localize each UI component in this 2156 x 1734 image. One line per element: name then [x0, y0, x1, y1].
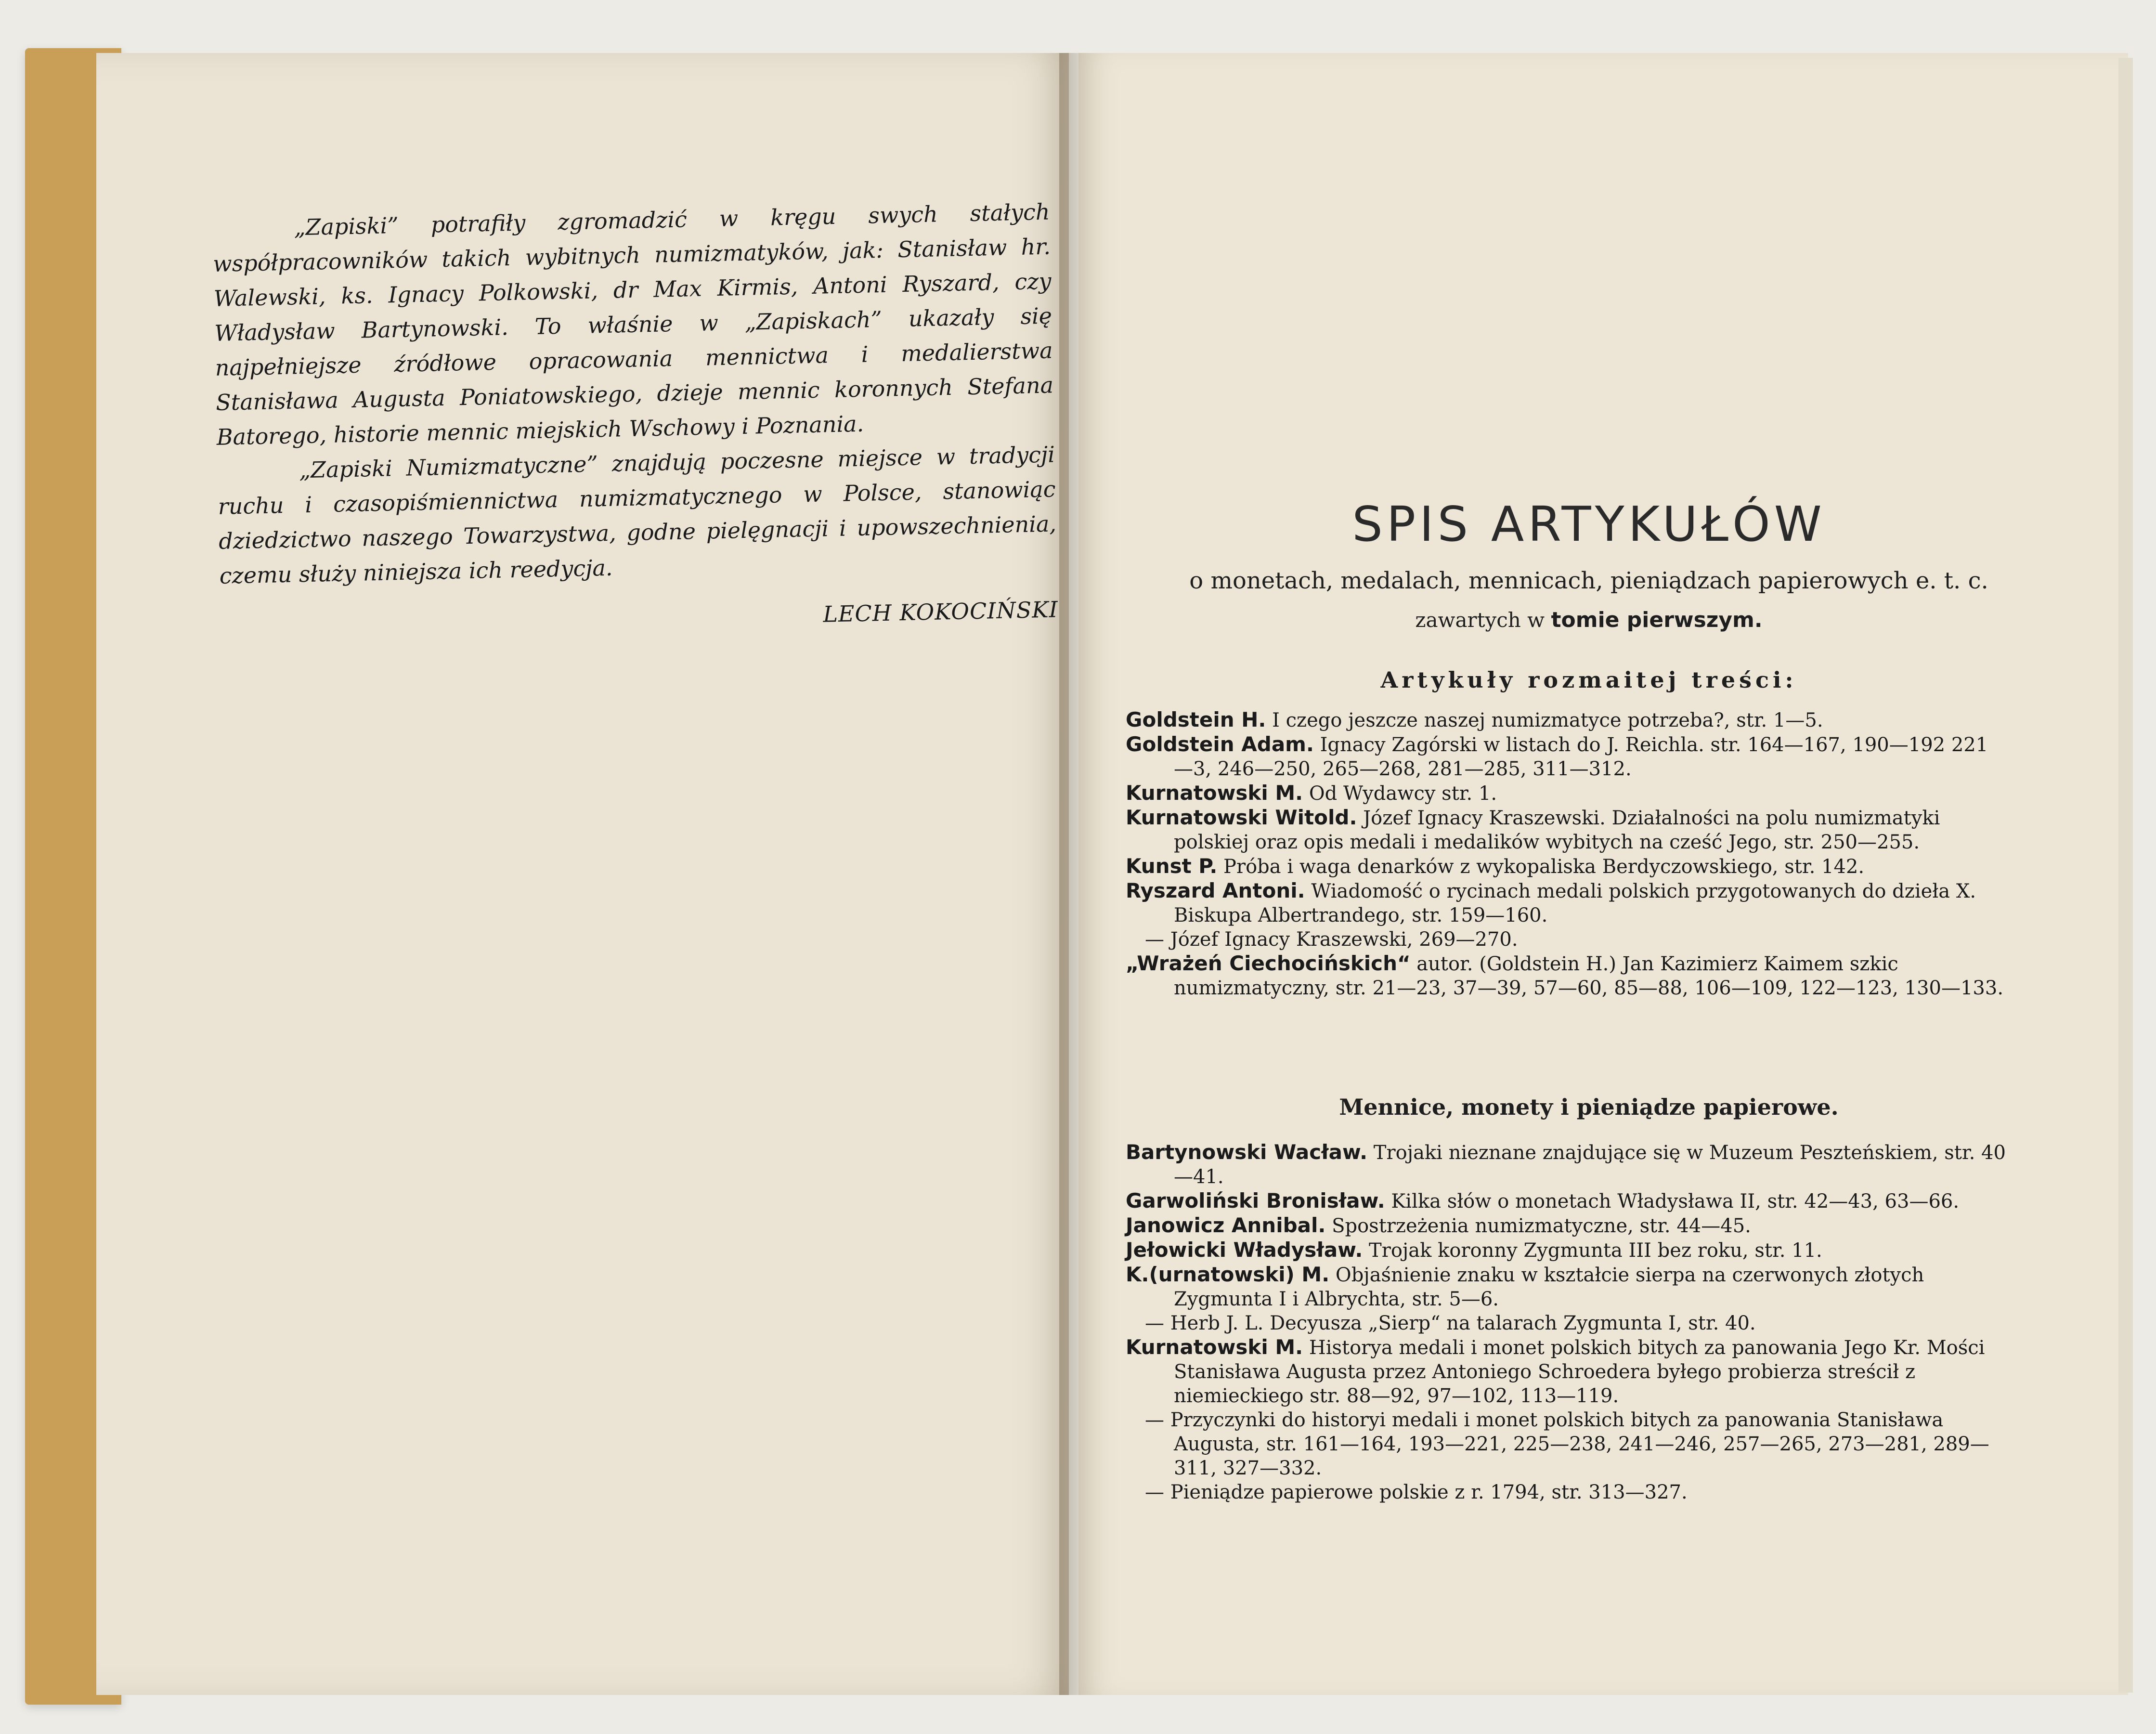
entry-author: Jełowicki Władysław.	[1126, 1238, 1363, 1262]
entry-author: Janowicz Annibal.	[1126, 1213, 1326, 1237]
page-stack-edge	[2118, 58, 2133, 1693]
toc-entry	[1126, 1408, 2007, 1480]
entry-author: Kurnatowski Witold.	[1126, 806, 1357, 829]
toc-entry	[1126, 952, 2007, 1000]
toc-entry	[1126, 732, 2007, 781]
toc-entry	[1126, 1213, 2007, 1238]
toc-entry	[1126, 1480, 2007, 1504]
entry-text: — Przyczynki do historyi medali i monet polskich bitych za panowania Stanisława Augusta, str. 161—164, 193—221, 225—238, 241—246, 257—265, 273—281, 289—311, 327—332.	[1145, 1409, 1989, 1479]
subtitle-volume-bold: tomie pierwszym.	[1551, 608, 1763, 632]
section-heading: Mennice, monety i pieniądze papierowe.	[1339, 1094, 1839, 1120]
intro-paragraph: „Zapiski” potrafiły zgromadzić w kręgu swych stałych współpracowników takich wybitnych numizmatyków, jak: Stanisław hr. Walewski, ks. Ignacy Polkowski, dr Max Kirmis, Antoni Ryszard, czy Władysław Bartynowski. To właśnie w „Zapiskach” ukazały się najpełniejsze źródłowe opracowania mennictwa i medalierstwa Stanisława Augusta Poniatowskiego, dzieje mennic koronnych Stefana Batorego, historie mennic miejskich Wschowy i Poznania.	[212, 198, 1054, 450]
entry-text: autor. (Goldstein H.) Jan Kazimierz Kaimem szkic numizmatyczny, str. 21—23, 37—39, 57—60, 85—88, 106—109, 122—123, 130—133.	[1174, 953, 2004, 999]
toc-entry	[1126, 854, 2007, 879]
entry-author: Kunst P.	[1126, 854, 1218, 878]
toc-entry	[1126, 708, 2007, 732]
entry-text: I czego jeszcze naszej numizmatyce potrzeba?, str. 1—5.	[1266, 709, 1823, 731]
entry-author: K.(urnatowski) M.	[1126, 1263, 1330, 1286]
entry-text: — Pieniądze papierowe polskie z r. 1794, str. 313—327.	[1145, 1481, 1688, 1503]
toc-entry	[1126, 1189, 2007, 1213]
entry-text: Wiadomość o rycinach medali polskich przygotowanych do dzieła X. Biskupa Albertrandego, str. 159—160.	[1174, 880, 1976, 926]
toc-entry	[1126, 781, 2007, 806]
entry-text: Trojak koronny Zygmunta III bez roku, str. 11.	[1363, 1239, 1822, 1262]
toc-entry	[1126, 1263, 2007, 1311]
entry-text: Trojaki nieznane znajdujące się w Muzeum Peszteńskiem, str. 40—41.	[1174, 1142, 2006, 1188]
toc-entry	[1126, 1238, 2007, 1263]
entry-author: Goldstein H.	[1126, 708, 1266, 731]
toc-entry	[1126, 1140, 2007, 1189]
intro-paragraph: „Zapiski Numizmatyczne” znajdują poczesne miejsce w tradycji ruchu i czasopiśmiennictwa numizmatycznego w Polsce, stanowiąc dziedzictwo naszego Towarzystwa, godne pielęgnacji i upowszechnienia, czemu służy niniejsza ich reedycja.	[218, 441, 1057, 589]
intro-text	[212, 195, 1058, 644]
entry-list	[1126, 708, 2007, 1000]
entry-text: Historya medali i monet polskich bitych za panowania Jego Kr. Mości Stanisława Augusta przez Antoniego Schroedera byłego probierza streścił z niemieckiego str. 88—92, 97—102, 113—119.	[1174, 1337, 1985, 1407]
subtitle-volume	[1107, 608, 2070, 632]
toc-entry	[1126, 806, 2007, 854]
subtitle: o monetach, medalach, mennicach, pieniądzach papierowych e. t. c.	[1189, 567, 1988, 594]
entry-author: Kurnatowski M.	[1126, 1335, 1303, 1359]
entry-author: Ryszard Antoni.	[1126, 879, 1305, 902]
toc-entry	[1126, 927, 2007, 952]
toc-entry	[1126, 879, 2007, 927]
page-title: SPIS ARTYKUŁÓW	[1352, 496, 1826, 552]
entry-text: Kilka słów o monetach Władysława II, str. 42—43, 63—66.	[1385, 1190, 1960, 1212]
entry-author: Bartynowski Wacław.	[1126, 1140, 1368, 1164]
section-heading: Artykuły rozmaitej treści:	[1380, 667, 1797, 693]
toc-entry	[1126, 1335, 2007, 1408]
entry-author: Kurnatowski M.	[1126, 781, 1303, 805]
entry-text: — Józef Ignacy Kraszewski, 269—270.	[1145, 928, 1518, 951]
entry-list	[1126, 1140, 2007, 1504]
entry-text: Objaśnienie znaku w kształcie sierpa na czerwonych złotych Zygmunta I i Albrychta, str. 5—6.	[1174, 1264, 1924, 1310]
subtitle-volume-text: zawartych w	[1415, 608, 1551, 632]
entry-text: Ignacy Zagórski w listach do J. Reichla. str. 164—167, 190—192 221—3, 246—250, 265—268, 281—285, 311—312.	[1174, 734, 1988, 780]
toc-entry	[1126, 1311, 2007, 1335]
entry-text: Od Wydawcy str. 1.	[1303, 782, 1497, 805]
entry-text: — Herb J. L. Decyusza „Sierp“ na talarach Zygmunta I, str. 40.	[1145, 1312, 1756, 1334]
entry-text: Józef Ignacy Kraszewski. Działalności na polu numizmatyki polskiej oraz opis medali i medalików wybitych na cześć Jego, str. 250—255.	[1174, 807, 1940, 853]
entry-text: Próba i waga denarków z wykopaliska Berdyczowskiego, str. 142.	[1217, 856, 1865, 878]
entry-text: Spostrzeżenia numizmatyczne, str. 44—45.	[1325, 1215, 1751, 1237]
author-signature: LECH KOKOCIŃSKI	[822, 596, 1059, 627]
entry-author: Goldstein Adam.	[1126, 732, 1314, 756]
entry-author: „Wrażeń Ciechocińskich“	[1126, 952, 1411, 975]
entry-author: Garwoliński Bronisław.	[1126, 1189, 1385, 1212]
